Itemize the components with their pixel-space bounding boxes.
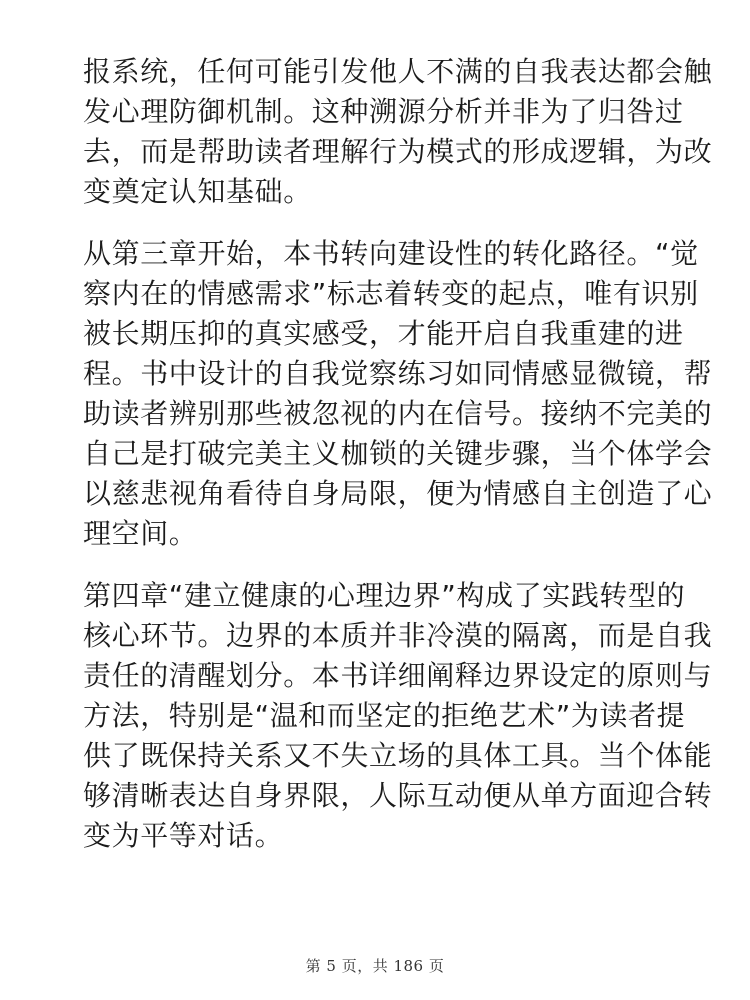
- text-line: 理空间。: [83, 517, 198, 550]
- paragraph-2: [83, 234, 713, 554]
- text-line: 变奠定认知基础。: [83, 175, 312, 208]
- paragraph-1: [83, 52, 713, 212]
- text-line: 程。书中设计的自我觉察练习如同情感显微镜，帮: [83, 357, 713, 390]
- text-line: 供了既保持关系又不失立场的具体工具。当个体能: [83, 739, 713, 772]
- text-line: 责任的清醒划分。本书详细阐释边界设定的原则与: [83, 659, 713, 692]
- text-line: 发心理防御机制。这种溯源分析并非为了归咎过: [83, 95, 684, 128]
- text-line: 从第三章开始，本书转向建设性的转化路径。“觉: [83, 237, 699, 270]
- text-line: 察内在的情感需求”标志着转变的起点，唯有识别: [83, 277, 699, 310]
- text-line: 被长期压抑的真实感受，才能开启自我重建的进: [83, 317, 684, 350]
- text-line: 方法，特别是“温和而坚定的拒绝艺术”为读者提: [83, 699, 686, 732]
- text-line: 核心环节。边界的本质并非冷漠的隔离，而是自我: [83, 619, 713, 652]
- page-number-footer: 第 5 页，共 186 页: [305, 957, 445, 975]
- text-line: 变为平等对话。: [83, 819, 284, 852]
- text-line: 报系统，任何可能引发他人不满的自我表达都会触: [83, 55, 713, 88]
- paragraph-gap: [83, 554, 683, 576]
- text-line: 去，而是帮助读者理解行为模式的形成逻辑，为改: [83, 135, 713, 168]
- text-line: 够清晰表达自身界限，人际互动便从单方面迎合转: [83, 779, 713, 812]
- text-line: 第四章“建立健康的心理边界”构成了实践转型的: [83, 579, 686, 612]
- paragraph-3: [83, 576, 713, 856]
- text-line: 助读者辨别那些被忽视的内在信号。接纳不完美的: [83, 397, 713, 430]
- body-text: [83, 52, 713, 856]
- paragraph-gap: [83, 212, 683, 234]
- text-line: 以慈悲视角看待自身局限，便为情感自主创造了心: [83, 477, 713, 510]
- text-line: 自己是打破完美主义枷锁的关键步骤，当个体学会: [83, 437, 713, 470]
